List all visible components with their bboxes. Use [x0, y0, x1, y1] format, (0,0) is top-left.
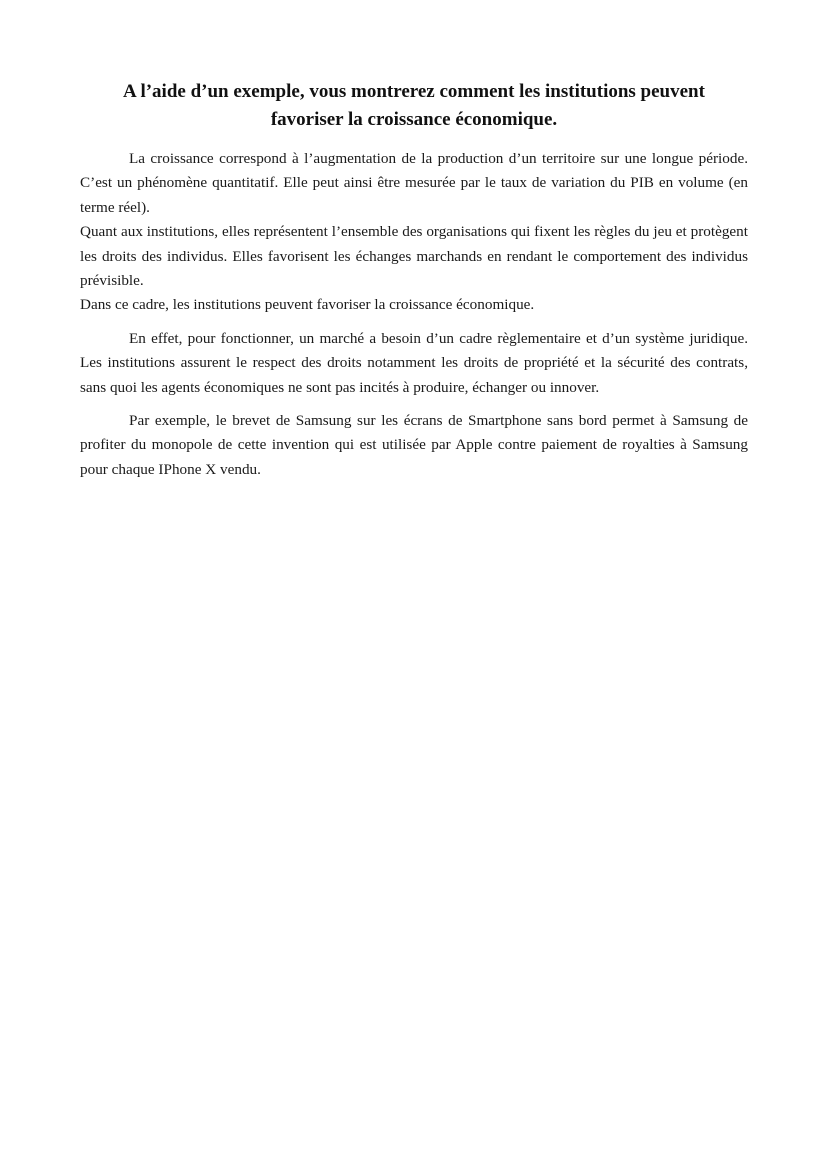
introduction-block	[80, 147, 748, 318]
document-body	[80, 147, 748, 491]
argument-paragraph: En effet, pour fonctionner, un marché a besoin d’un cadre règlementaire et d’un système juridique. Les institutions assurent le respect des droits notamment les droits de propriété et la sécurité des contrats, sans quoi les agents économiques ne sont pas incités à produire, échanger ou innover.	[80, 329, 748, 396]
argument-block	[80, 327, 748, 400]
example-paragraph: Par exemple, le brevet de Samsung sur les écrans de Smartphone sans bord permet à Samsung de profiter du monopole de cette invention qui est utilisée par Apple contre paiement de royalties à Samsung pour chaque IPhone X vendu.	[80, 412, 748, 478]
definition-croissance-paragraph: La croissance correspond à l’augmentation de la production d’un territoire sur une longue période. C’est un phénomène quantitatif. Elle peut ainsi être mesurée par le taux de variation du PIB en volume (en terme réel).	[80, 150, 748, 216]
title-line-1: A l’aide d’un exemple, vous montrerez comment les institutions peuvent	[123, 81, 705, 102]
document-title	[80, 78, 748, 134]
definition-institutions-paragraph: Quant aux institutions, elles représentent l’ensemble des organisations qui fixent les règles du jeu et protègent les droits des individus. Elles favorisent les échanges marchands en rendant le comportement des individus prévisible.	[80, 223, 748, 290]
example-block	[80, 409, 748, 482]
problematique-paragraph: Dans ce cadre, les institutions peuvent favoriser la croissance économique.	[80, 296, 535, 314]
title-line-2: favoriser la croissance économique.	[270, 109, 558, 130]
